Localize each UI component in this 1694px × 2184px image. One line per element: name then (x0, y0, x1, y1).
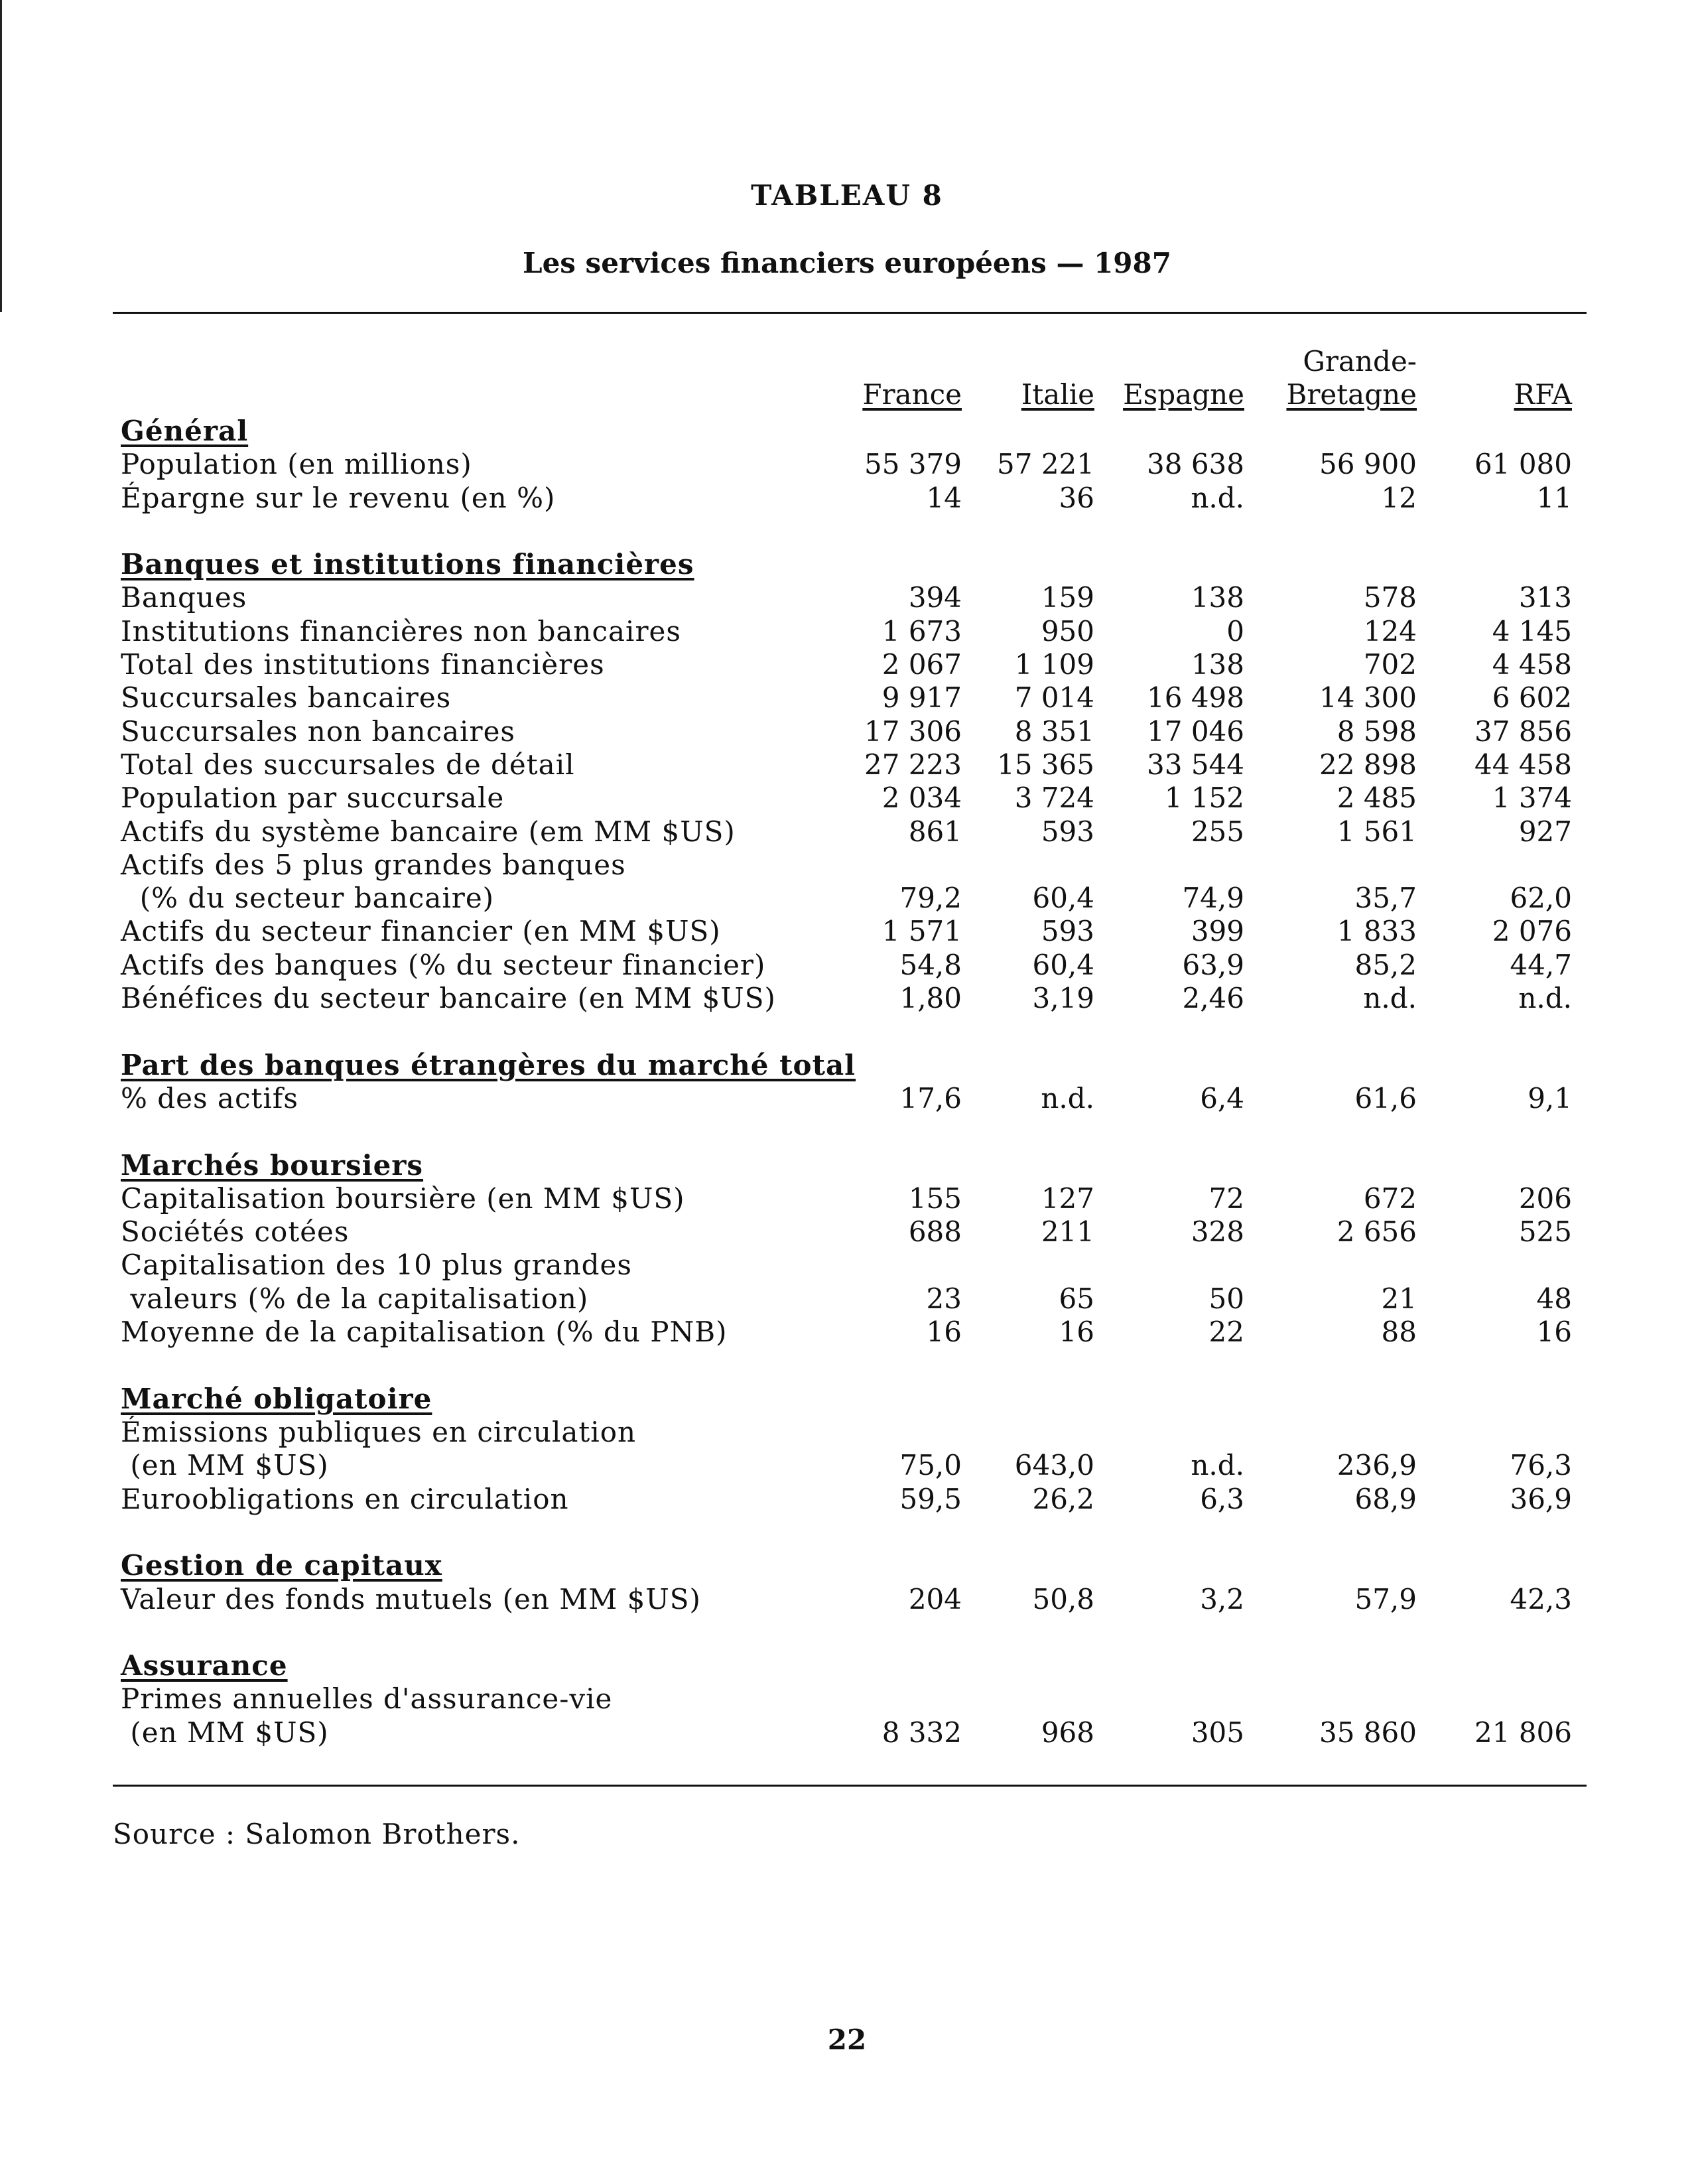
col-header-espagne-label: Espagne (1123, 378, 1244, 411)
cell-italie: 16 (1059, 1316, 1094, 1348)
cell-grande-bretagne: 88 (1381, 1316, 1417, 1348)
cell-espagne: 138 (1191, 581, 1244, 614)
cell-espagne: 50 (1208, 1282, 1244, 1315)
cell-rfa: 76,3 (1510, 1449, 1572, 1481)
cell-france: 204 (908, 1583, 962, 1615)
page-number: 22 (827, 2023, 867, 2056)
table-row (0, 1249, 1694, 1282)
row-label: Succursales bancaires (121, 681, 452, 714)
row-label: Population (en millions) (121, 448, 472, 480)
row-label: Capitalisation boursière (en MM $US) (121, 1182, 685, 1215)
cell-espagne: 16 498 (1147, 681, 1244, 714)
cell-rfa: 313 (1518, 581, 1572, 614)
cell-grande-bretagne: 1 561 (1336, 815, 1417, 848)
cell-espagne: 63,9 (1182, 949, 1244, 981)
cell-italie: 950 (1041, 615, 1094, 648)
row-label: (en MM $US) (121, 1449, 329, 1481)
cell-grande-bretagne: 578 (1363, 581, 1417, 614)
cell-italie: 26,2 (1032, 1483, 1094, 1515)
cell-italie: 60,4 (1032, 882, 1094, 914)
cell-rfa: 44,7 (1510, 949, 1572, 981)
section-label: Banques et institutions financières (121, 548, 694, 580)
section-header (0, 1049, 1694, 1082)
cell-espagne: n.d. (1191, 482, 1244, 514)
cell-grande-bretagne: 672 (1363, 1182, 1417, 1215)
section-label: Part des banques étrangères du marché total (121, 1049, 856, 1081)
col-header-france-label: France (862, 378, 962, 411)
cell-rfa: 37 856 (1474, 715, 1572, 748)
cell-france: 688 (908, 1215, 962, 1248)
cell-grande-bretagne: 35,7 (1354, 882, 1417, 914)
cell-rfa: 6 602 (1492, 681, 1572, 714)
table-row (0, 681, 1694, 715)
table-row (0, 915, 1694, 948)
cell-france: 27 223 (864, 748, 962, 781)
cell-italie: 968 (1041, 1716, 1094, 1749)
table-row (0, 1716, 1694, 1749)
cell-grande-bretagne: 124 (1363, 615, 1417, 648)
cell-france: 75,0 (899, 1449, 962, 1481)
cell-rfa: 11 (1536, 482, 1572, 514)
section-header (0, 1383, 1694, 1416)
cell-rfa: 525 (1518, 1215, 1572, 1248)
table-row (0, 949, 1694, 982)
cell-france: 16 (926, 1316, 962, 1348)
cell-rfa: 62,0 (1510, 882, 1572, 914)
col-header-rfa-label: RFA (1514, 378, 1572, 411)
section-label: Général (121, 415, 249, 447)
row-label: Sociétés cotées (121, 1215, 350, 1248)
cell-rfa: 61 080 (1474, 448, 1572, 480)
cell-france: 54,8 (899, 949, 962, 981)
row-label: (% du secteur bancaire) (121, 882, 495, 914)
cell-espagne: 72 (1208, 1182, 1244, 1215)
cell-grande-bretagne: n.d. (1363, 982, 1417, 1014)
row-label: Banques (121, 581, 247, 614)
cell-rfa: 16 (1536, 1316, 1572, 1348)
table-row (0, 648, 1694, 681)
cell-grande-bretagne: 2 656 (1336, 1215, 1417, 1248)
section-header (0, 1549, 1694, 1582)
table-row (0, 1449, 1694, 1482)
cell-espagne: 399 (1191, 915, 1244, 947)
cell-italie: 3 724 (1014, 782, 1094, 814)
cell-rfa: 36,9 (1510, 1483, 1572, 1515)
row-label: Actifs du secteur financier (en MM $US) (121, 915, 721, 947)
cell-espagne: 33 544 (1147, 748, 1244, 781)
cell-italie: 593 (1041, 915, 1094, 947)
cell-italie: 15 365 (997, 748, 1094, 781)
table-row (0, 1316, 1694, 1349)
col-header-italie-label: Italie (1021, 378, 1094, 411)
cell-espagne: 3,2 (1200, 1583, 1244, 1615)
cell-espagne: 38 638 (1147, 448, 1244, 480)
cell-france: 2 067 (881, 648, 962, 681)
cell-rfa: 4 458 (1492, 648, 1572, 681)
section-header (0, 415, 1694, 448)
cell-grande-bretagne: 236,9 (1336, 1449, 1417, 1481)
cell-italie: 3,19 (1032, 982, 1094, 1014)
table-row (0, 715, 1694, 748)
row-label: Total des institutions financières (121, 648, 605, 681)
cell-france: 17 306 (864, 715, 962, 748)
cell-grande-bretagne: 8 598 (1336, 715, 1417, 748)
table-row (0, 1215, 1694, 1249)
cell-italie: 36 (1059, 482, 1094, 514)
cell-rfa: 48 (1536, 1282, 1572, 1315)
cell-espagne: 74,9 (1182, 882, 1244, 914)
cell-rfa: 9,1 (1528, 1082, 1572, 1115)
table-row (0, 1682, 1694, 1716)
table-row (0, 448, 1694, 481)
col-header-grande-label: Grande- (1303, 345, 1417, 377)
row-label: Population par succursale (121, 782, 505, 814)
cell-france: 2 034 (881, 782, 962, 814)
cell-france: 861 (908, 815, 962, 848)
table-row (0, 815, 1694, 849)
cell-france: 1 571 (881, 915, 962, 947)
cell-france: 394 (908, 581, 962, 614)
row-label: valeurs (% de la capitalisation) (121, 1282, 589, 1315)
table-row (0, 982, 1694, 1015)
cell-espagne: 138 (1191, 648, 1244, 681)
cell-france: 79,2 (899, 882, 962, 914)
cell-espagne: 328 (1191, 1215, 1244, 1248)
cell-rfa: 4 145 (1492, 615, 1572, 648)
cell-rfa: 21 806 (1474, 1716, 1572, 1749)
section-label: Marchés boursiers (121, 1149, 424, 1182)
cell-grande-bretagne: 56 900 (1319, 448, 1417, 480)
cell-espagne: 1 152 (1164, 782, 1244, 814)
cell-france: 23 (926, 1282, 962, 1315)
cell-france: 8 332 (881, 1716, 962, 1749)
cell-rfa: 42,3 (1510, 1583, 1572, 1615)
row-label: Bénéfices du secteur bancaire (en MM $US) (121, 982, 776, 1014)
cell-italie: 7 014 (1014, 681, 1094, 714)
cell-espagne: 305 (1191, 1716, 1244, 1749)
table-row (0, 1182, 1694, 1215)
section-label: Gestion de capitaux (121, 1549, 442, 1582)
cell-italie: n.d. (1041, 1082, 1094, 1115)
table-row (0, 748, 1694, 782)
cell-italie: 65 (1059, 1282, 1094, 1315)
table-row (0, 1282, 1694, 1316)
table-row (0, 782, 1694, 815)
cell-grande-bretagne: 1 833 (1336, 915, 1417, 947)
table-row (0, 615, 1694, 648)
cell-rfa: 2 076 (1492, 915, 1572, 947)
section-label: Marché obligatoire (121, 1383, 432, 1415)
table-row (0, 849, 1694, 882)
section-header (0, 1649, 1694, 1682)
cell-italie: 211 (1041, 1215, 1094, 1248)
cell-rfa: 44 458 (1474, 748, 1572, 781)
table-row (0, 882, 1694, 915)
cell-grande-bretagne: 22 898 (1319, 748, 1417, 781)
section-header (0, 548, 1694, 581)
cell-grande-bretagne: 35 860 (1319, 1716, 1417, 1749)
row-label: Total des succursales de détail (121, 748, 575, 781)
row-label: Institutions financières non bancaires (121, 615, 681, 648)
cell-espagne: 6,3 (1200, 1483, 1244, 1515)
row-label: (en MM $US) (121, 1716, 329, 1749)
table-row (0, 482, 1694, 515)
cell-grande-bretagne: 702 (1363, 648, 1417, 681)
cell-rfa: 206 (1518, 1182, 1572, 1215)
row-label: Actifs des 5 plus grandes banques (121, 849, 626, 881)
cell-grande-bretagne: 61,6 (1354, 1082, 1417, 1115)
cell-italie: 593 (1041, 815, 1094, 848)
cell-france: 59,5 (899, 1483, 962, 1515)
cell-espagne: 255 (1191, 815, 1244, 848)
cell-espagne: 0 (1226, 615, 1244, 648)
row-label: Euroobligations en circulation (121, 1483, 569, 1515)
row-label: Capitalisation des 10 plus grandes (121, 1249, 632, 1281)
cell-espagne: 6,4 (1200, 1082, 1244, 1115)
cell-italie: 60,4 (1032, 949, 1094, 981)
cell-grande-bretagne: 12 (1381, 482, 1417, 514)
cell-italie: 1 109 (1014, 648, 1094, 681)
source-note: Source : Salomon Brothers. (113, 1818, 521, 1850)
cell-grande-bretagne: 21 (1381, 1282, 1417, 1315)
section-label: Assurance (121, 1649, 288, 1682)
row-label: Valeur des fonds mutuels (en MM $US) (121, 1583, 701, 1615)
cell-grande-bretagne: 68,9 (1354, 1483, 1417, 1515)
cell-italie: 159 (1041, 581, 1094, 614)
row-label: Actifs du système bancaire (em MM $US) (121, 815, 736, 848)
table-row (0, 1583, 1694, 1616)
cell-espagne: 17 046 (1147, 715, 1244, 748)
table-title: TABLEAU 8 (751, 179, 943, 212)
cell-france: 9 917 (881, 681, 962, 714)
cell-espagne: 2,46 (1182, 982, 1244, 1014)
cell-france: 14 (926, 482, 962, 514)
cell-italie: 643,0 (1014, 1449, 1094, 1481)
table-row (0, 1082, 1694, 1115)
cell-france: 1,80 (899, 982, 962, 1014)
cell-grande-bretagne: 85,2 (1354, 949, 1417, 981)
cell-italie: 50,8 (1032, 1583, 1094, 1615)
cell-italie: 8 351 (1014, 715, 1094, 748)
cell-rfa: n.d. (1518, 982, 1572, 1014)
cell-rfa: 927 (1518, 815, 1572, 848)
cell-france: 155 (908, 1182, 962, 1215)
table-row (0, 581, 1694, 614)
row-label: Primes annuelles d'assurance-vie (121, 1682, 613, 1715)
cell-italie: 57 221 (997, 448, 1094, 480)
bottom-rule (113, 1785, 1587, 1787)
col-header-bretagne-label: Bretagne (1286, 378, 1417, 411)
row-label: Émissions publiques en circulation (121, 1416, 637, 1448)
cell-espagne: 22 (1208, 1316, 1244, 1348)
table-row (0, 1483, 1694, 1516)
row-label: Actifs des banques (% du secteur financier) (121, 949, 766, 981)
cell-grande-bretagne: 14 300 (1319, 681, 1417, 714)
cell-france: 17,6 (899, 1082, 962, 1115)
cell-grande-bretagne: 2 485 (1336, 782, 1417, 814)
cell-espagne: n.d. (1191, 1449, 1244, 1481)
cell-rfa: 1 374 (1492, 782, 1572, 814)
row-label: Succursales non bancaires (121, 715, 515, 748)
table-subtitle: Les services financiers européens — 1987 (523, 247, 1171, 279)
cell-france: 1 673 (881, 615, 962, 648)
cell-italie: 127 (1041, 1182, 1094, 1215)
section-header (0, 1149, 1694, 1182)
cell-grande-bretagne: 57,9 (1354, 1583, 1417, 1615)
cell-france: 55 379 (864, 448, 962, 480)
row-label: Moyenne de la capitalisation (% du PNB) (121, 1316, 728, 1348)
table-row (0, 1416, 1694, 1449)
row-label: % des actifs (121, 1082, 298, 1115)
row-label: Épargne sur le revenu (en %) (121, 482, 556, 514)
